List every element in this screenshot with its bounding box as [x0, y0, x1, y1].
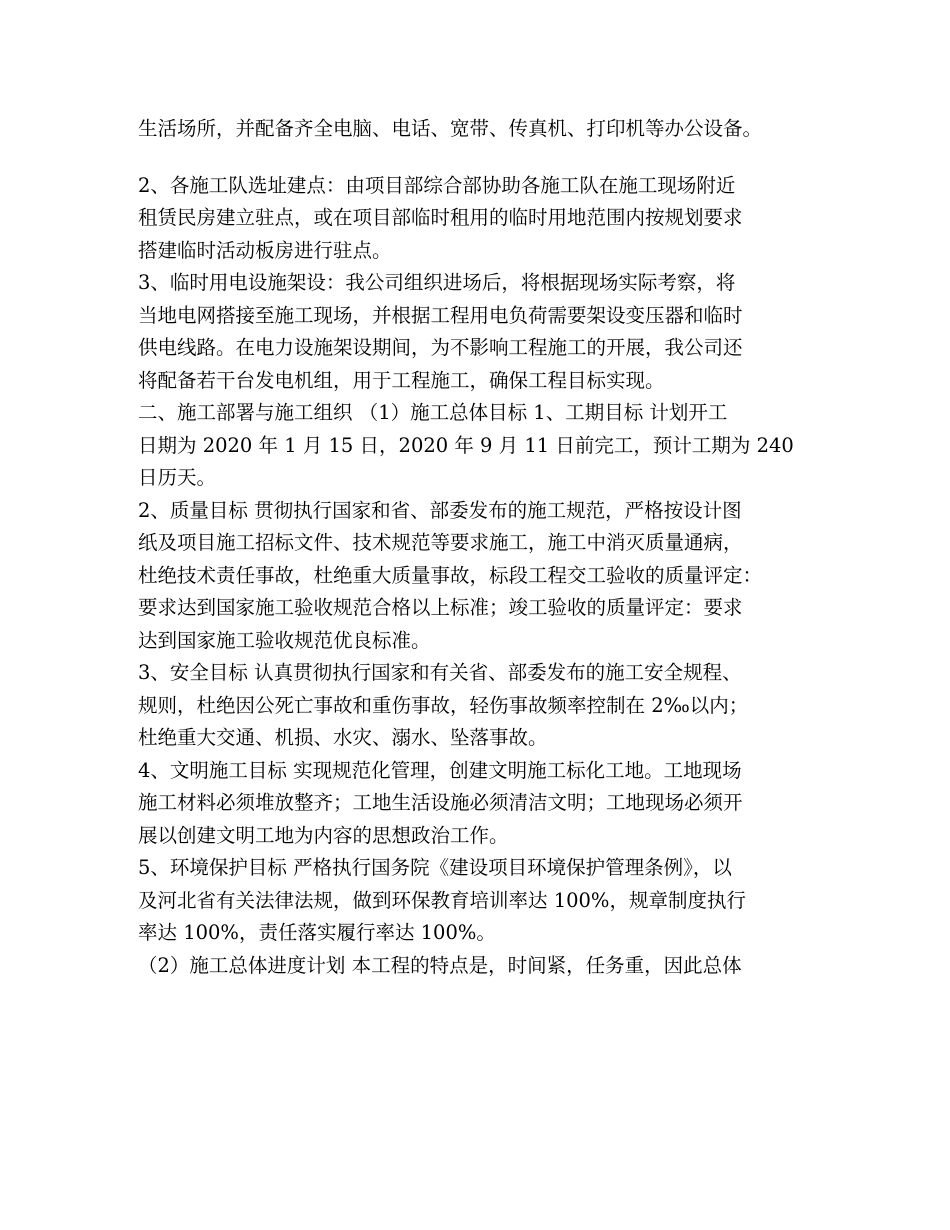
text-line: 施工材料必须堆放整齐；工地生活设施必须清洁文明；工地现场必须开	[138, 791, 743, 814]
text-line: 展以创建文明工地为内容的思想政治工作。	[138, 823, 509, 847]
text-line: 4、文明施工目标 实现规范化管理，创建文明施工标化工地。工地现场	[138, 758, 742, 782]
document-body	[138, 113, 828, 982]
text-line: 2、质量目标 贯彻执行国家和省、部委发布的施工规范，严格按设计图	[138, 498, 742, 522]
text-line: 日历天。	[138, 466, 217, 489]
text-line: 规则，杜绝因公死亡事故和重伤事故，轻伤事故频率控制在 2‰以内；	[138, 693, 749, 717]
text-line: 率达 100%，责任落实履行率达 100%。	[138, 921, 496, 944]
text-line: 生活场所，并配备齐全电脑、电话、宽带、传真机、打印机等办公设备。	[138, 117, 763, 140]
text-line: 杜绝重大交通、机损、水灾、溺水、坠落事故。	[138, 726, 548, 749]
text-line: 搭建临时活动板房进行驻点。	[138, 238, 392, 262]
text-line: 2、各施工队选址建点：由项目部综合部协助各施工队在施工现场附近	[138, 173, 736, 197]
blank-line	[138, 146, 828, 170]
text-line: 供电线路。在电力设施架设期间，为不影响工程施工的开展，我公司还	[138, 336, 743, 359]
text-line: 3、安全目标 认真贯彻执行国家和有关省、部委发布的施工安全规程、	[138, 661, 742, 684]
text-line: 将配备若干台发电机组，用于工程施工，确保工程目标实现。	[138, 368, 665, 392]
text-line: 5、环境保护目标 严格执行国务院《建设项目环境保护管理条例》，以	[138, 856, 732, 879]
text-line: 及河北省有关法律法规，做到环保教育培训率达 100%，规章制度执行	[138, 888, 746, 912]
text-line: 杜绝技术责任事故，杜绝重大质量事故，标段工程交工验收的质量评定：	[138, 563, 763, 587]
text-line: 二、施工部署与施工组织 （1）施工总体目标 1、工期目标 计划开工	[138, 401, 728, 424]
text-line: 要求达到国家施工验收规范合格以上标准；竣工验收的质量评定：要求	[138, 596, 743, 619]
text-line: 达到国家施工验收规范优良标准。	[138, 628, 431, 652]
text-line: 纸及项目施工招标文件、技术规范等要求施工，施工中消灭质量通病，	[138, 531, 743, 554]
text-line: 日期为 2020 年 1 月 15 日，2020 年 9 月 11 日前完工，预计工期为 240	[138, 433, 794, 457]
text-line: （2）施工总体进度计划 本工程的特点是，时间紧，任务重，因此总体	[138, 953, 742, 977]
text-line: 当地电网搭接至施工现场，并根据工程用电负荷需要架设变压器和临时	[138, 303, 743, 327]
text-line: 租赁民房建立驻点，或在项目部临时租用的临时用地范围内按规划要求	[138, 206, 743, 229]
text-line: 3、临时用电设施架设：我公司组织进场后，将根据现场实际考察，将	[138, 271, 736, 294]
